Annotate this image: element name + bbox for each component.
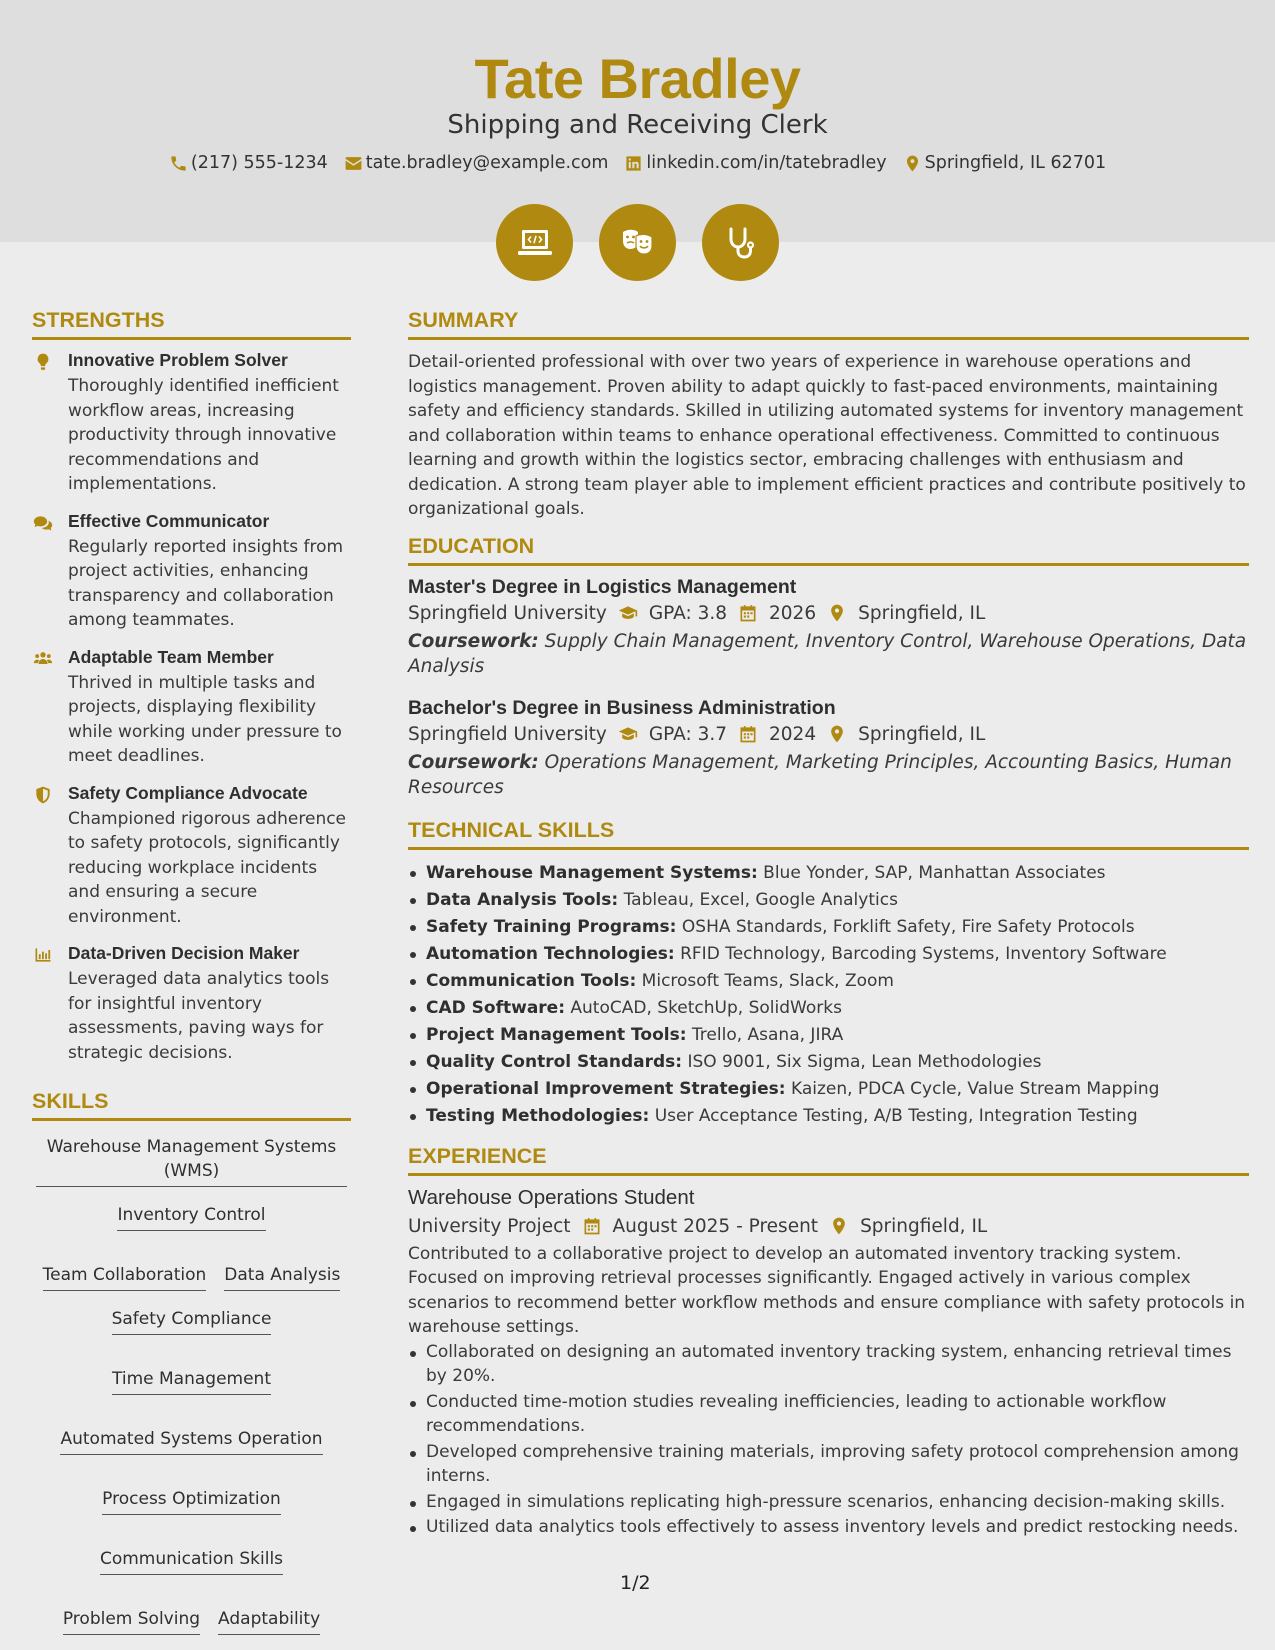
- coursework-list: Operations Management, Marketing Principles, Accounting Basics, Human Resources: [408, 751, 1232, 798]
- map-marker-icon: [828, 1216, 850, 1236]
- skill-tag: Inventory Control: [117, 1203, 265, 1231]
- skill-tag: Process Optimization: [102, 1487, 281, 1515]
- skill-tag: Time Management: [112, 1367, 271, 1395]
- list-item: [408, 887, 1249, 914]
- stethoscope-icon: [721, 223, 761, 263]
- strength-desc: Championed rigorous adherence to safety protocols, significantly reducing workplace incidents and ensuring a secure environment.: [68, 808, 347, 927]
- phone-text: (217) 555-1234: [190, 153, 328, 173]
- strength-item: [32, 943, 351, 1065]
- list-item: Collaborated on designing an automated inventory tracking system, enhancing retrieval times by 20%.: [408, 1340, 1249, 1389]
- graduation-cap-icon: [617, 603, 639, 623]
- lightbulb-icon: [32, 352, 54, 372]
- coursework-label: Coursework:: [408, 630, 539, 652]
- tech-label: CAD Software:: [426, 997, 565, 1018]
- contact-linkedin[interactable]: [624, 153, 886, 173]
- list-item: [408, 914, 1249, 941]
- tech-value: User Acceptance Testing, A/B Testing, Integration Testing: [654, 1105, 1138, 1126]
- contact-email[interactable]: [344, 153, 609, 173]
- strength-title: Innovative Problem Solver: [68, 350, 288, 370]
- calendar-icon: [737, 724, 759, 744]
- strength-desc: Thoroughly identified inefficient workflow areas, increasing productivity through innovative recommendations and implementations.: [68, 376, 339, 494]
- coursework-list: Supply Chain Management, Inventory Control, Warehouse Operations, Data Analysis: [408, 630, 1247, 677]
- tech-label: Automation Technologies:: [426, 943, 675, 964]
- tech-value: Tableau, Excel, Google Analytics: [623, 889, 898, 910]
- summary-heading: SUMMARY: [408, 308, 1249, 340]
- list-item: [408, 941, 1249, 968]
- comments-icon: [32, 513, 54, 533]
- graduation-cap-icon: [617, 724, 639, 744]
- laptop-code-badge: [496, 204, 573, 281]
- skill-tag: Safety Compliance: [112, 1307, 272, 1335]
- job-title: Shipping and Receiving Clerk: [447, 110, 828, 140]
- theater-masks-icon: [618, 223, 658, 263]
- degree-title: Bachelor's Degree in Business Administration: [408, 696, 836, 719]
- skill-tag: Problem Solving: [63, 1607, 200, 1635]
- list-item: Developed comprehensive training materials, improving safety protocol comprehension among interns.: [408, 1440, 1249, 1489]
- strength-desc: Leveraged data analytics tools for insightful inventory assessments, paving ways for strategic decisions.: [68, 969, 330, 1063]
- tech-value: OSHA Standards, Forklift Safety, Fire Safety Protocols: [681, 916, 1135, 937]
- school-location: Springfield, IL: [858, 602, 986, 624]
- tech-value: Blue Yonder, SAP, Manhattan Associates: [763, 862, 1106, 883]
- right-column: [408, 308, 1249, 1541]
- experience-bullets: [408, 1340, 1249, 1540]
- skill-tag: Team Collaboration: [43, 1263, 207, 1291]
- page-number: 1/2: [620, 1572, 651, 1594]
- strength-title: Safety Compliance Advocate: [68, 782, 308, 803]
- school-name: Springfield University: [408, 602, 607, 624]
- list-item: [408, 1049, 1249, 1076]
- skill-tag: Data Analysis: [224, 1263, 340, 1291]
- skill-tag: Warehouse Management Systems (WMS): [36, 1135, 347, 1187]
- list-item: [408, 1022, 1249, 1049]
- phone-icon: [169, 154, 188, 173]
- strength-title: Effective Communicator: [68, 510, 270, 531]
- gpa: GPA: 3.8: [648, 602, 728, 624]
- strength-item: [32, 647, 351, 769]
- technical-skills-list: [408, 860, 1249, 1130]
- technical-skills-heading: TECHNICAL SKILLS: [408, 818, 1249, 850]
- contact-location: [903, 153, 1107, 173]
- tech-value: Trello, Asana, JIRA: [691, 1024, 844, 1045]
- tech-label: Communication Tools:: [426, 970, 637, 991]
- left-column: [32, 308, 351, 1635]
- list-item: Utilized data analytics tools effectively to assess inventory levels and predict restocking needs.: [408, 1515, 1249, 1540]
- experience-org: University Project: [408, 1215, 571, 1237]
- calendar-icon: [581, 1216, 603, 1236]
- strength-desc: Regularly reported insights from project activities, enhancing transparency and collaboration among teammates.: [68, 536, 344, 630]
- users-icon: [32, 649, 54, 669]
- map-marker-icon: [826, 724, 848, 744]
- education-item: [408, 697, 1249, 800]
- skills-list: [32, 1135, 351, 1635]
- calendar-icon: [737, 603, 759, 623]
- list-item: [408, 860, 1249, 887]
- map-marker-icon: [826, 603, 848, 623]
- skills-heading: SKILLS: [32, 1089, 351, 1121]
- grad-year: 2026: [769, 602, 817, 624]
- tech-label: Project Management Tools:: [426, 1024, 687, 1045]
- email-text: tate.bradley@example.com: [365, 153, 609, 173]
- contact-phone[interactable]: [169, 153, 328, 173]
- school-location: Springfield, IL: [858, 723, 986, 745]
- linkedin-text: linkedin.com/in/tatebradley: [646, 153, 887, 173]
- chart-bar-icon: [32, 945, 54, 965]
- tech-value: AutoCAD, SketchUp, SolidWorks: [570, 997, 842, 1018]
- strength-item: [32, 783, 351, 930]
- tech-value: RFID Technology, Barcoding Systems, Inventory Software: [680, 943, 1167, 964]
- degree-title: Master's Degree in Logistics Management: [408, 575, 797, 598]
- strength-desc: Thrived in multiple tasks and projects, displaying flexibility while working under pressure to meet deadlines.: [68, 672, 342, 766]
- list-item: [408, 1076, 1249, 1103]
- strength-item: [32, 350, 351, 497]
- tech-label: Quality Control Standards:: [426, 1051, 683, 1072]
- strength-title: Adaptable Team Member: [68, 646, 274, 667]
- stethoscope-badge: [702, 204, 779, 281]
- strength-title: Data-Driven Decision Maker: [68, 943, 300, 963]
- gpa: GPA: 3.7: [648, 723, 728, 745]
- list-item: [408, 995, 1249, 1022]
- map-marker-icon: [903, 154, 922, 173]
- school-name: Springfield University: [408, 723, 607, 745]
- skill-tag: Automated Systems Operation: [60, 1427, 322, 1455]
- experience-job-title: Warehouse Operations Student: [408, 1185, 695, 1209]
- contact-bar: [0, 153, 1275, 173]
- strengths-heading: STRENGTHS: [32, 308, 351, 340]
- list-item: [408, 1103, 1249, 1130]
- linkedin-icon: [624, 154, 643, 173]
- theater-masks-badge: [599, 204, 676, 281]
- tech-label: Data Analysis Tools:: [426, 889, 619, 910]
- location-text: Springfield, IL 62701: [924, 153, 1107, 173]
- experience-dates: August 2025 - Present: [612, 1215, 819, 1237]
- experience-description: Contributed to a collaborative project to develop an automated inventory tracking system. Focused on improving retrieval processes significantly. Engaged actively in various complex scenarios to recommend better workflow methods and ensure compliance with safety protocols in warehouse settings.: [408, 1243, 1246, 1337]
- tech-value: Kaizen, PDCA Cycle, Value Stream Mapping: [790, 1078, 1160, 1099]
- interest-badges: [0, 204, 1275, 281]
- list-item: [408, 968, 1249, 995]
- tech-label: Operational Improvement Strategies:: [426, 1078, 786, 1099]
- summary-text: Detail-oriented professional with over two years of experience in warehouse operations and logistics management. Proven ability to adapt quickly to fast-paced environments, maintaining safety and efficiency standards. Skilled in utilizing automated systems for inventory management and collaboration within teams to enhance operational effectiveness. Committed to continuous learning and growth within the logistics sector, embracing challenges with enthusiasm and dedication. A strong team player able to implement efficient practices and contribute positively to organizational goals.: [408, 352, 1246, 519]
- education-item: [408, 576, 1249, 679]
- strength-item: [32, 511, 351, 633]
- list-item: Conducted time-motion studies revealing inefficiencies, leading to actionable workflow recommendations.: [408, 1390, 1249, 1439]
- experience-location: Springfield, IL: [860, 1215, 988, 1237]
- education-heading: EDUCATION: [408, 534, 1249, 566]
- coursework: [408, 750, 1249, 800]
- coursework-label: Coursework:: [408, 751, 539, 773]
- coursework: [408, 629, 1249, 679]
- skill-tag: Communication Skills: [100, 1547, 283, 1575]
- experience-heading: EXPERIENCE: [408, 1144, 1249, 1176]
- candidate-name: Tate Bradley: [474, 47, 801, 110]
- tech-value: ISO 9001, Six Sigma, Lean Methodologies: [687, 1051, 1042, 1072]
- laptop-code-icon: [515, 223, 555, 263]
- list-item: Engaged in simulations replicating high-pressure scenarios, enhancing decision-making skills.: [408, 1490, 1249, 1515]
- tech-label: Safety Training Programs:: [426, 916, 677, 937]
- skill-tag: Adaptability: [218, 1607, 320, 1635]
- shield-icon: [32, 785, 54, 805]
- tech-value: Microsoft Teams, Slack, Zoom: [641, 970, 894, 991]
- tech-label: Warehouse Management Systems:: [426, 862, 758, 883]
- envelope-icon: [344, 154, 363, 173]
- grad-year: 2024: [769, 723, 817, 745]
- tech-label: Testing Methodologies:: [426, 1105, 650, 1126]
